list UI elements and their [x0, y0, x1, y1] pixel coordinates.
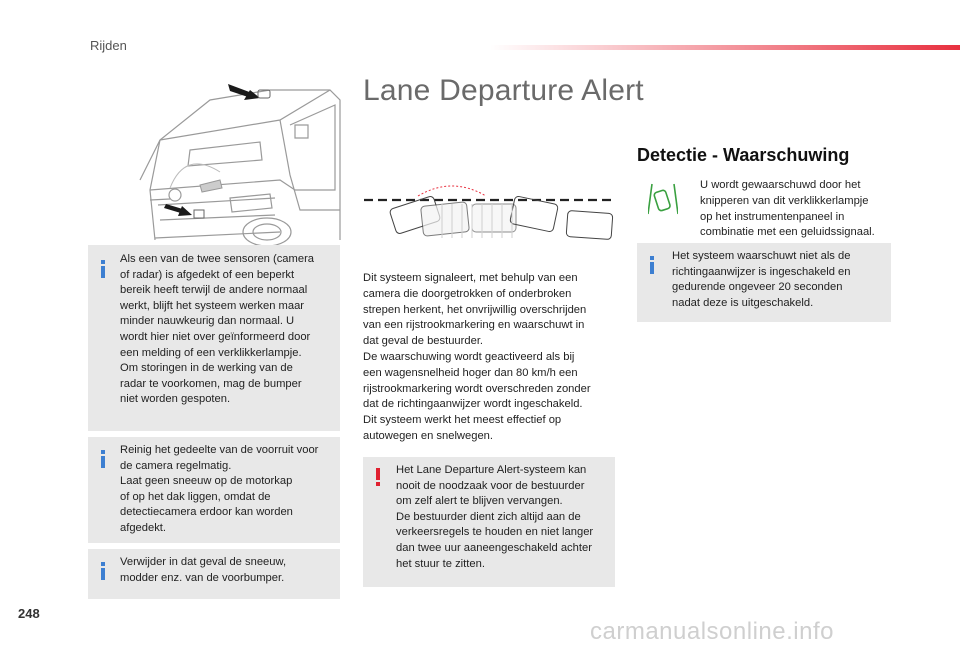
note-clean-windscreen: Reinig het gedeelte van de voorruit voor de camera regelmatig. Laat geen sneeuw op de motorkap of op het dak liggen, omdat de detectiecamera erdoor kan worden afgedekt. — [88, 437, 340, 543]
section-title: Rijden — [90, 38, 127, 53]
note-sensor-coverage: Als een van de twee sensoren (camera of radar) is afgedekt of een beperkt bereik heeft terwijl de andere normaal werkt, blijft het systeem werken maar minder nauwkeurig dan normaal. U wordt hier niet over geïnformeerd door een melding of een verklikkerlampje. Om storingen in de werking van de radar te voorkomen, mag de bumper niet worden gespoten. — [88, 245, 340, 431]
detection-heading: Detectie - Waarschuwing — [637, 145, 850, 165]
warning-box: Het Lane Departure Alert-systeem kan nooit de noodzaak voor de bestuurder om zelf alert te blijven vervangen. De bestuurder dient zich altijd aan de verkeersregels te houden en niet langer dan twee uur aaneengeschakeld achter het stuur te zitten. — [363, 457, 615, 587]
info-icon — [101, 450, 105, 468]
page-number: 248 — [18, 606, 40, 621]
lane-departure-illustration — [362, 182, 616, 244]
lane-departure-warning-icon — [648, 182, 678, 216]
detection-text: U wordt gewaarschuwd door het knipperen van dit verklikkerlampje op het instrumentenpaneel in combinatie met een geluidssignaal. — [700, 179, 875, 239]
note-remove-snow: Verwijder in dat geval de sneeuw, modder enz. van de voorbumper. — [88, 549, 340, 599]
info-icon — [101, 260, 105, 278]
van-sensor-illustration — [130, 80, 342, 248]
warning-icon — [376, 468, 380, 486]
header-accent-bar — [490, 45, 960, 50]
note-no-warning: Het systeem waarschuwt niet als de richtingaanwijzer is ingeschakeld en gedurende ongeveer 20 seconden nadat deze is uitgeschakeld. — [637, 243, 891, 322]
system-description: Dit systeem signaleert, met behulp van een camera die doorgetrokken of onderbroken strepen herkent, het onvrijwillig overschrijden van een rijstrookmarkering en waarschuwt in dat geval de bestuurder. De waarschuwing wordt geactiveerd als bij een wagensnelheid hoger dan 80 km/h een rijstrookmarkering wordt overschreden zonder dat de richtingaanwijzer wordt ingeschakeld. Dit systeem werkt het meest effectief op autowegen en snelwegen. — [363, 272, 591, 442]
info-icon — [101, 562, 105, 580]
info-icon — [650, 256, 654, 274]
page-title: Lane Departure Alert — [363, 74, 644, 107]
watermark: carmanualsonline.info — [590, 618, 834, 645]
